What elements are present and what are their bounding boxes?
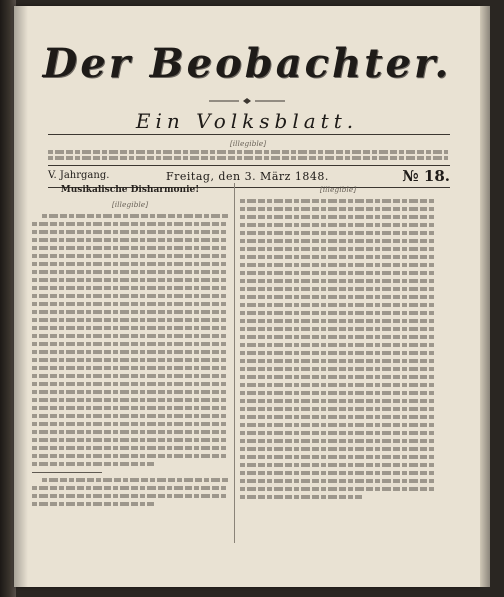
- text-line: [32, 446, 228, 450]
- volume-label: V. Jahrgang.: [48, 170, 110, 181]
- text-line: [32, 230, 228, 234]
- text-line: [32, 294, 228, 298]
- text-line: [32, 334, 228, 338]
- issue-dateline: [48, 167, 450, 187]
- text-line: [32, 390, 228, 394]
- text-line: [240, 399, 436, 403]
- text-line: [240, 319, 436, 323]
- text-line: [240, 367, 436, 371]
- notice-line: [48, 156, 448, 160]
- text-line: [240, 495, 362, 499]
- text-line: [32, 342, 228, 346]
- text-line: [240, 479, 436, 483]
- article-heading: Musikalische Disharmonie!: [60, 185, 200, 195]
- text-line: [32, 454, 228, 458]
- article-body-text: [illegible]: [111, 200, 149, 209]
- footnote-line: [32, 486, 228, 490]
- text-line: [32, 270, 228, 274]
- text-line: [240, 383, 436, 387]
- page-edge: [480, 6, 490, 587]
- text-line: [240, 247, 436, 251]
- text-line: [32, 374, 228, 378]
- text-line: [32, 398, 228, 402]
- text-line: [240, 335, 436, 339]
- text-line: [32, 302, 228, 306]
- text-line: [240, 255, 436, 259]
- text-line: [240, 471, 436, 475]
- text-line: [240, 439, 436, 443]
- text-line: [240, 327, 436, 331]
- text-line: [240, 215, 436, 219]
- masthead-rule: [48, 134, 450, 135]
- text-line: [240, 487, 436, 491]
- text-line: [32, 326, 228, 330]
- text-line: [32, 366, 228, 370]
- notice-line: [48, 150, 448, 154]
- left-column: [32, 185, 228, 537]
- issue-number: № 18.: [402, 167, 450, 185]
- footnote-rule: [32, 472, 102, 473]
- text-line: [32, 438, 228, 442]
- text-line: [32, 358, 228, 362]
- text-line: [32, 286, 228, 290]
- text-line: [240, 415, 436, 419]
- footnote-line: [32, 494, 228, 498]
- text-line: [32, 238, 228, 242]
- newspaper-title: Der Beobachter.: [42, 40, 452, 87]
- text-line: [32, 222, 228, 226]
- column-body-text: [illegible]: [319, 185, 357, 194]
- text-line: [240, 391, 436, 395]
- subscription-notice: [48, 138, 448, 162]
- ornament-divider-icon: [209, 97, 285, 105]
- text-line: [240, 303, 436, 307]
- text-line: [32, 254, 228, 258]
- text-line: [240, 199, 436, 203]
- text-line: [240, 359, 436, 363]
- footnote-line: [42, 478, 228, 482]
- text-line: [240, 239, 436, 243]
- text-line: [240, 351, 436, 355]
- text-line: [240, 311, 436, 315]
- issue-date: Freitag, den 3. März 1848.: [166, 170, 329, 183]
- text-line: [240, 279, 436, 283]
- text-line: [32, 262, 228, 266]
- text-line: [240, 423, 436, 427]
- binding-shadow: [14, 6, 28, 587]
- notice-text: [illegible]: [229, 139, 267, 148]
- text-line: [240, 287, 436, 291]
- text-line: [240, 375, 436, 379]
- text-line: [240, 431, 436, 435]
- text-line: [32, 318, 228, 322]
- right-column: [240, 185, 436, 537]
- text-line: [240, 407, 436, 411]
- text-line: [32, 414, 228, 418]
- text-line: [32, 406, 228, 410]
- text-line: [32, 350, 228, 354]
- text-line: [240, 295, 436, 299]
- text-line: [240, 231, 436, 235]
- text-line: [32, 422, 228, 426]
- column-divider: [234, 183, 235, 543]
- text-line: [240, 271, 436, 275]
- newspaper-subtitle: Ein Volksblatt.: [135, 109, 359, 133]
- text-line: [32, 430, 228, 434]
- text-line: [42, 214, 228, 218]
- text-line: [240, 223, 436, 227]
- text-line: [240, 455, 436, 459]
- text-line: [240, 343, 436, 347]
- footnote-line: [32, 502, 154, 506]
- text-line: [32, 278, 228, 282]
- notice-rule: [48, 165, 450, 166]
- text-line: [240, 207, 436, 211]
- text-line: [240, 447, 436, 451]
- text-line: [32, 462, 154, 466]
- text-line: [32, 246, 228, 250]
- text-line: [32, 382, 228, 386]
- text-line: [240, 463, 436, 467]
- text-line: [32, 310, 228, 314]
- text-line: [240, 263, 436, 267]
